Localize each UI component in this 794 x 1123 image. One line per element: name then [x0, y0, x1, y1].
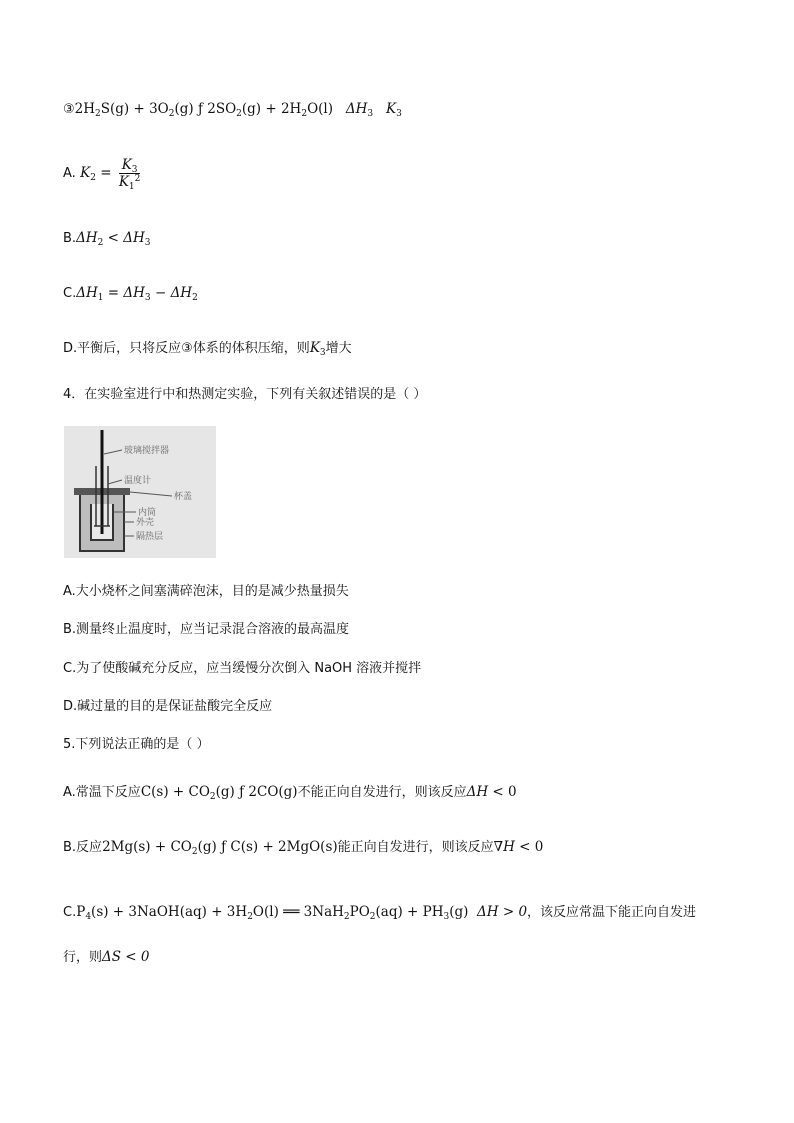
q5-option-b: B.反应$2Mg(s) + CO_2(g)$ ƒ C(s) + 2MgO(s)能正向自发进行，则该反应∇H < 0: [63, 839, 544, 857]
q4-option-b: B.测量终止温度时，应当记录混合溶液的最高温度: [63, 622, 350, 637]
label-outer-shell: 外壳: [136, 518, 155, 528]
calorimeter-figure: [64, 426, 216, 558]
q4-stem: 4．在实验室进行中和热测定实验，下列有关叙述错误的是（ ）: [63, 387, 427, 402]
label-stirrer: 玻璃搅拌器: [124, 446, 170, 456]
q5-option-a: A.常温下反应$C(s) + CO_2(g)$ ƒ 2CO(g)不能正向自发进行，则该反应ΔH < 0: [63, 784, 517, 802]
q5-option-c: $C.P_4(s)$ + 3NaOH(aq) + $3H_2O(l)$ ══ $3NaH_2PO_2(aq) + PH_3(g) \Delta H > 0$，该反应常温下能正向自发进: [63, 904, 697, 922]
k3: K: [386, 101, 397, 117]
reaction-3-line: $③2H_2S(g) + 3O_2(g)$ ƒ $2SO_2(g) + 2H_2O(l)$ $\Delta H_3$ $K_3$: [63, 101, 402, 119]
reaction-marker: ③: [63, 102, 75, 117]
q4-option-d: D.碱过量的目的是保证盐酸完全反应: [63, 699, 273, 714]
q3-option-c: $C.\Delta H_1 = \Delta H_3 - \Delta H_2$: [63, 285, 198, 303]
label-insulation: 隔热层: [136, 532, 164, 542]
q4-option-a: A.大小烧杯之间塞满碎泡沫，目的是减少热量损失: [63, 584, 349, 599]
q5-option-c-continued: 行，则ΔS < 0: [63, 949, 150, 965]
calorimeter-diagram: [64, 426, 216, 558]
label-thermometer: 温度计: [124, 476, 152, 486]
q3-option-b: $B.\Delta H_2 < \Delta H_3$: [63, 230, 151, 248]
q4-option-c: C.为了使酸碱充分反应，应当缓慢分次倒入 NaOH 溶液并搅拌: [63, 661, 422, 676]
q5-stem: 5.下列说法正确的是（ ）: [63, 737, 210, 752]
label-lid: 杯盖: [174, 492, 193, 502]
delta-h3: ΔH: [345, 101, 368, 117]
label-inner-cup: 内筒: [138, 508, 157, 518]
fraction-k3-over-k1-squared: $\frac{K_3}{K_1^2}$: [118, 157, 141, 192]
q3-option-a: A. $K_2$ = $\frac{K_3}{K_1^2}$: [63, 157, 141, 192]
q3-option-d: D.平衡后，只将反应③体系的体积压缩，则$K_3$增大: [63, 340, 352, 358]
